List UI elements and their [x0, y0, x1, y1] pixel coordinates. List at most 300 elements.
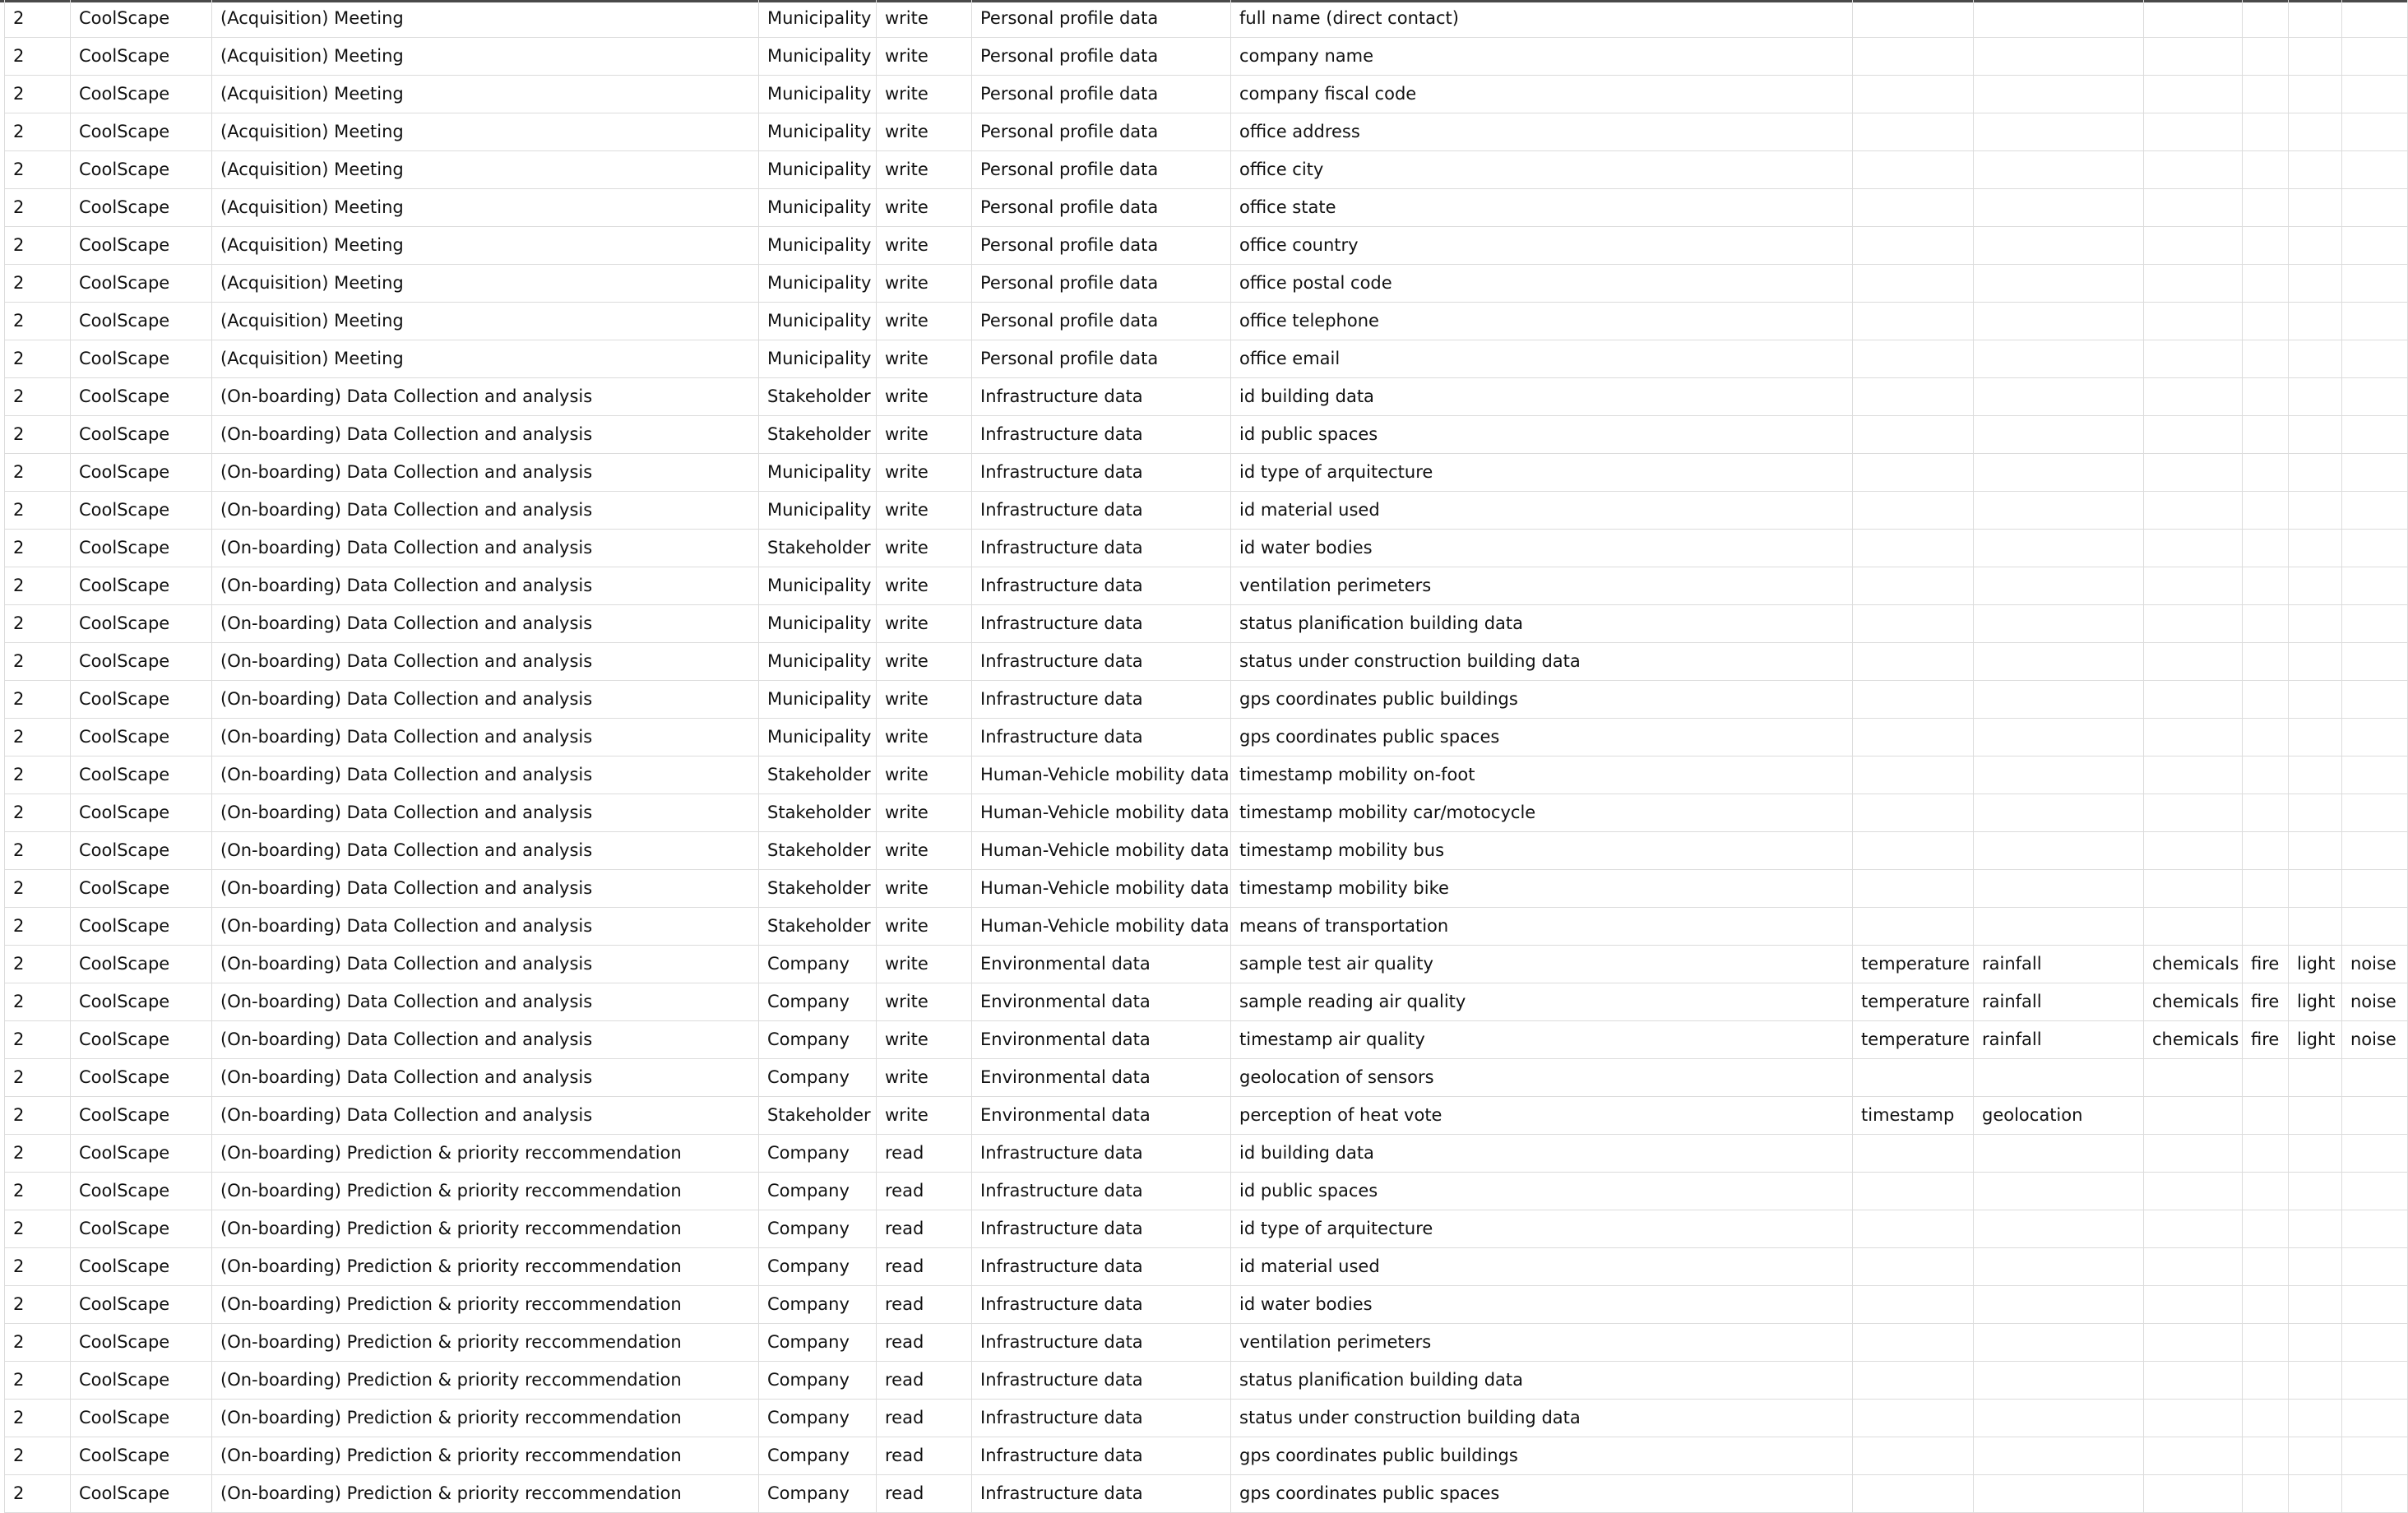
cell-role[interactable]: Municipality: [759, 113, 877, 151]
cell-role[interactable]: Municipality: [759, 567, 877, 605]
cell-phase[interactable]: (On-boarding) Data Collection and analysis: [212, 794, 759, 832]
cell-data-field[interactable]: office telephone: [1231, 303, 1853, 340]
cell-role[interactable]: Company: [759, 1210, 877, 1248]
cell-phase[interactable]: (On-boarding) Prediction & priority reccommendation: [212, 1210, 759, 1248]
cell-attr-2[interactable]: [1974, 1400, 2144, 1437]
cell-project[interactable]: CoolScape: [71, 0, 212, 38]
cell-project[interactable]: CoolScape: [71, 870, 212, 908]
cell-attr-5[interactable]: [2289, 794, 2342, 832]
cell-data-field[interactable]: office state: [1231, 189, 1853, 227]
cell-id[interactable]: 2: [5, 1362, 71, 1400]
cell-attr-6[interactable]: [2342, 567, 2408, 605]
cell-phase[interactable]: (On-boarding) Prediction & priority reccommendation: [212, 1324, 759, 1362]
cell-role[interactable]: Municipality: [759, 454, 877, 492]
cell-data-field[interactable]: office country: [1231, 227, 1853, 265]
cell-attr-2[interactable]: [1974, 1437, 2144, 1475]
cell-project[interactable]: CoolScape: [71, 1059, 212, 1097]
cell-project[interactable]: CoolScape: [71, 681, 212, 719]
cell-phase[interactable]: (On-boarding) Data Collection and analysis: [212, 605, 759, 643]
cell-attr-4[interactable]: [2243, 303, 2289, 340]
cell-role[interactable]: Stakeholder: [759, 416, 877, 454]
cell-access[interactable]: write: [877, 1021, 972, 1059]
cell-id[interactable]: 2: [5, 227, 71, 265]
cell-attr-3[interactable]: chemicals: [2144, 946, 2243, 983]
cell-attr-2[interactable]: [1974, 567, 2144, 605]
cell-attr-5[interactable]: [2289, 76, 2342, 113]
cell-id[interactable]: 2: [5, 643, 71, 681]
cell-attr-1[interactable]: [1853, 1475, 1974, 1513]
cell-data-field[interactable]: company fiscal code: [1231, 76, 1853, 113]
cell-id[interactable]: 2: [5, 605, 71, 643]
cell-attr-2[interactable]: geolocation: [1974, 1097, 2144, 1135]
cell-attr-5[interactable]: [2289, 1362, 2342, 1400]
cell-data-field[interactable]: gps coordinates public buildings: [1231, 1437, 1853, 1475]
cell-project[interactable]: CoolScape: [71, 340, 212, 378]
cell-attr-4[interactable]: [2243, 567, 2289, 605]
cell-attr-3[interactable]: [2144, 1097, 2243, 1135]
cell-access[interactable]: write: [877, 492, 972, 530]
cell-access[interactable]: write: [877, 983, 972, 1021]
cell-attr-4[interactable]: [2243, 681, 2289, 719]
cell-data-field[interactable]: id type of arquitecture: [1231, 454, 1853, 492]
cell-attr-2[interactable]: [1974, 1324, 2144, 1362]
cell-id[interactable]: 2: [5, 492, 71, 530]
cell-role[interactable]: Company: [759, 1135, 877, 1173]
cell-id[interactable]: 2: [5, 1097, 71, 1135]
cell-attr-3[interactable]: [2144, 113, 2243, 151]
cell-attr-5[interactable]: [2289, 113, 2342, 151]
cell-attr-6[interactable]: noise: [2342, 946, 2408, 983]
cell-attr-1[interactable]: temperature: [1853, 983, 1974, 1021]
cell-attr-3[interactable]: [2144, 719, 2243, 756]
cell-id[interactable]: 2: [5, 832, 71, 870]
cell-attr-3[interactable]: [2144, 1324, 2243, 1362]
cell-phase[interactable]: (On-boarding) Prediction & priority reccommendation: [212, 1135, 759, 1173]
cell-attr-2[interactable]: [1974, 1475, 2144, 1513]
cell-attr-1[interactable]: [1853, 567, 1974, 605]
cell-project[interactable]: CoolScape: [71, 1324, 212, 1362]
cell-data-category[interactable]: Infrastructure data: [972, 643, 1231, 681]
cell-data-category[interactable]: Personal profile data: [972, 76, 1231, 113]
cell-project[interactable]: CoolScape: [71, 983, 212, 1021]
cell-attr-3[interactable]: [2144, 227, 2243, 265]
cell-access[interactable]: write: [877, 0, 972, 38]
cell-role[interactable]: Municipality: [759, 492, 877, 530]
cell-attr-6[interactable]: [2342, 794, 2408, 832]
cell-project[interactable]: CoolScape: [71, 643, 212, 681]
cell-attr-3[interactable]: [2144, 416, 2243, 454]
cell-attr-5[interactable]: [2289, 681, 2342, 719]
cell-attr-5[interactable]: [2289, 0, 2342, 38]
cell-attr-3[interactable]: [2144, 908, 2243, 946]
cell-attr-1[interactable]: [1853, 492, 1974, 530]
cell-id[interactable]: 2: [5, 151, 71, 189]
cell-attr-5[interactable]: [2289, 756, 2342, 794]
cell-phase[interactable]: (On-boarding) Data Collection and analysis: [212, 1059, 759, 1097]
cell-attr-1[interactable]: [1853, 1135, 1974, 1173]
cell-attr-2[interactable]: [1974, 38, 2144, 76]
cell-data-category[interactable]: Personal profile data: [972, 265, 1231, 303]
cell-id[interactable]: 2: [5, 113, 71, 151]
cell-id[interactable]: 2: [5, 340, 71, 378]
cell-data-category[interactable]: Human-Vehicle mobility data: [972, 794, 1231, 832]
cell-attr-3[interactable]: [2144, 530, 2243, 567]
cell-data-field[interactable]: ventilation perimeters: [1231, 1324, 1853, 1362]
cell-phase[interactable]: (Acquisition) Meeting: [212, 265, 759, 303]
cell-phase[interactable]: (Acquisition) Meeting: [212, 38, 759, 76]
cell-data-field[interactable]: office address: [1231, 113, 1853, 151]
cell-role[interactable]: Company: [759, 1248, 877, 1286]
cell-attr-6[interactable]: [2342, 492, 2408, 530]
cell-attr-6[interactable]: [2342, 1173, 2408, 1210]
cell-access[interactable]: write: [877, 605, 972, 643]
cell-attr-5[interactable]: [2289, 1248, 2342, 1286]
cell-data-category[interactable]: Personal profile data: [972, 303, 1231, 340]
cell-role[interactable]: Company: [759, 983, 877, 1021]
cell-phase[interactable]: (On-boarding) Data Collection and analysis: [212, 756, 759, 794]
cell-role[interactable]: Municipality: [759, 0, 877, 38]
cell-data-field[interactable]: status planification building data: [1231, 1362, 1853, 1400]
cell-project[interactable]: CoolScape: [71, 303, 212, 340]
cell-access[interactable]: write: [877, 530, 972, 567]
cell-attr-3[interactable]: [2144, 454, 2243, 492]
cell-phase[interactable]: (Acquisition) Meeting: [212, 189, 759, 227]
cell-access[interactable]: write: [877, 870, 972, 908]
cell-attr-2[interactable]: [1974, 1248, 2144, 1286]
cell-attr-6[interactable]: [2342, 1475, 2408, 1513]
cell-attr-1[interactable]: temperature: [1853, 1021, 1974, 1059]
cell-attr-6[interactable]: [2342, 870, 2408, 908]
cell-attr-4[interactable]: [2243, 492, 2289, 530]
cell-role[interactable]: Municipality: [759, 719, 877, 756]
cell-project[interactable]: CoolScape: [71, 38, 212, 76]
cell-attr-5[interactable]: light: [2289, 946, 2342, 983]
cell-attr-3[interactable]: [2144, 605, 2243, 643]
cell-data-field[interactable]: status under construction building data: [1231, 1400, 1853, 1437]
cell-access[interactable]: write: [877, 1059, 972, 1097]
cell-attr-1[interactable]: [1853, 454, 1974, 492]
cell-role[interactable]: Company: [759, 1286, 877, 1324]
cell-id[interactable]: 2: [5, 530, 71, 567]
cell-access[interactable]: read: [877, 1210, 972, 1248]
cell-phase[interactable]: (On-boarding) Data Collection and analysis: [212, 567, 759, 605]
cell-attr-2[interactable]: [1974, 719, 2144, 756]
cell-attr-2[interactable]: [1974, 1210, 2144, 1248]
cell-attr-5[interactable]: [2289, 303, 2342, 340]
cell-phase[interactable]: (On-boarding) Prediction & priority reccommendation: [212, 1286, 759, 1324]
cell-attr-1[interactable]: [1853, 189, 1974, 227]
cell-data-field[interactable]: gps coordinates public spaces: [1231, 1475, 1853, 1513]
cell-data-field[interactable]: id public spaces: [1231, 416, 1853, 454]
cell-attr-5[interactable]: [2289, 1097, 2342, 1135]
cell-attr-4[interactable]: fire: [2243, 1021, 2289, 1059]
cell-id[interactable]: 2: [5, 681, 71, 719]
cell-access[interactable]: write: [877, 1097, 972, 1135]
cell-role[interactable]: Stakeholder: [759, 530, 877, 567]
cell-project[interactable]: CoolScape: [71, 1210, 212, 1248]
cell-attr-1[interactable]: [1853, 1286, 1974, 1324]
cell-data-category[interactable]: Infrastructure data: [972, 1173, 1231, 1210]
cell-attr-4[interactable]: [2243, 340, 2289, 378]
cell-data-category[interactable]: Environmental data: [972, 983, 1231, 1021]
cell-attr-1[interactable]: [1853, 1173, 1974, 1210]
cell-data-field[interactable]: id water bodies: [1231, 530, 1853, 567]
cell-access[interactable]: read: [877, 1135, 972, 1173]
cell-attr-6[interactable]: [2342, 151, 2408, 189]
cell-attr-2[interactable]: [1974, 227, 2144, 265]
cell-phase[interactable]: (On-boarding) Prediction & priority reccommendation: [212, 1173, 759, 1210]
cell-attr-6[interactable]: [2342, 756, 2408, 794]
cell-id[interactable]: 2: [5, 946, 71, 983]
cell-id[interactable]: 2: [5, 416, 71, 454]
cell-project[interactable]: CoolScape: [71, 378, 212, 416]
cell-attr-2[interactable]: rainfall: [1974, 983, 2144, 1021]
cell-attr-5[interactable]: [2289, 454, 2342, 492]
cell-attr-6[interactable]: [2342, 76, 2408, 113]
cell-role[interactable]: Company: [759, 1437, 877, 1475]
cell-attr-5[interactable]: [2289, 1173, 2342, 1210]
cell-attr-1[interactable]: [1853, 303, 1974, 340]
cell-project[interactable]: CoolScape: [71, 416, 212, 454]
cell-attr-5[interactable]: [2289, 492, 2342, 530]
cell-attr-4[interactable]: [2243, 1059, 2289, 1097]
cell-project[interactable]: CoolScape: [71, 189, 212, 227]
cell-attr-1[interactable]: [1853, 113, 1974, 151]
cell-data-field[interactable]: status planification building data: [1231, 605, 1853, 643]
cell-role[interactable]: Municipality: [759, 605, 877, 643]
cell-attr-4[interactable]: [2243, 1400, 2289, 1437]
cell-attr-4[interactable]: [2243, 719, 2289, 756]
cell-attr-1[interactable]: [1853, 416, 1974, 454]
cell-attr-3[interactable]: [2144, 870, 2243, 908]
cell-data-field[interactable]: timestamp air quality: [1231, 1021, 1853, 1059]
cell-attr-5[interactable]: [2289, 908, 2342, 946]
cell-phase[interactable]: (On-boarding) Prediction & priority reccommendation: [212, 1400, 759, 1437]
cell-phase[interactable]: (On-boarding) Prediction & priority reccommendation: [212, 1475, 759, 1513]
cell-attr-4[interactable]: [2243, 378, 2289, 416]
cell-data-category[interactable]: Personal profile data: [972, 113, 1231, 151]
cell-phase[interactable]: (Acquisition) Meeting: [212, 227, 759, 265]
cell-id[interactable]: 2: [5, 1324, 71, 1362]
cell-attr-2[interactable]: [1974, 832, 2144, 870]
cell-role[interactable]: Company: [759, 1475, 877, 1513]
cell-data-category[interactable]: Infrastructure data: [972, 416, 1231, 454]
cell-access[interactable]: write: [877, 946, 972, 983]
cell-phase[interactable]: (On-boarding) Prediction & priority reccommendation: [212, 1248, 759, 1286]
cell-attr-2[interactable]: rainfall: [1974, 946, 2144, 983]
cell-phase[interactable]: (Acquisition) Meeting: [212, 151, 759, 189]
cell-project[interactable]: CoolScape: [71, 908, 212, 946]
cell-project[interactable]: CoolScape: [71, 794, 212, 832]
cell-access[interactable]: write: [877, 567, 972, 605]
cell-data-category[interactable]: Infrastructure data: [972, 1135, 1231, 1173]
cell-attr-1[interactable]: [1853, 643, 1974, 681]
cell-attr-4[interactable]: [2243, 454, 2289, 492]
cell-attr-4[interactable]: [2243, 1135, 2289, 1173]
cell-role[interactable]: Stakeholder: [759, 756, 877, 794]
cell-role[interactable]: Stakeholder: [759, 794, 877, 832]
cell-attr-5[interactable]: [2289, 227, 2342, 265]
cell-attr-4[interactable]: [2243, 151, 2289, 189]
cell-data-category[interactable]: Infrastructure data: [972, 454, 1231, 492]
cell-phase[interactable]: (On-boarding) Data Collection and analysis: [212, 1097, 759, 1135]
cell-access[interactable]: write: [877, 832, 972, 870]
cell-attr-5[interactable]: [2289, 1059, 2342, 1097]
cell-phase[interactable]: (On-boarding) Data Collection and analysis: [212, 946, 759, 983]
cell-data-field[interactable]: full name (direct contact): [1231, 0, 1853, 38]
cell-id[interactable]: 2: [5, 1475, 71, 1513]
cell-id[interactable]: 2: [5, 38, 71, 76]
cell-attr-1[interactable]: [1853, 870, 1974, 908]
cell-attr-6[interactable]: [2342, 832, 2408, 870]
cell-attr-5[interactable]: [2289, 1437, 2342, 1475]
cell-data-category[interactable]: Infrastructure data: [972, 1400, 1231, 1437]
cell-attr-4[interactable]: [2243, 265, 2289, 303]
cell-attr-5[interactable]: [2289, 643, 2342, 681]
cell-id[interactable]: 2: [5, 303, 71, 340]
cell-attr-3[interactable]: [2144, 1059, 2243, 1097]
cell-access[interactable]: write: [877, 643, 972, 681]
cell-attr-3[interactable]: [2144, 567, 2243, 605]
cell-data-category[interactable]: Human-Vehicle mobility data: [972, 870, 1231, 908]
cell-attr-6[interactable]: [2342, 340, 2408, 378]
cell-data-field[interactable]: id material used: [1231, 1248, 1853, 1286]
cell-data-field[interactable]: company name: [1231, 38, 1853, 76]
cell-attr-2[interactable]: [1974, 643, 2144, 681]
cell-data-category[interactable]: Infrastructure data: [972, 1248, 1231, 1286]
cell-data-field[interactable]: perception of heat vote: [1231, 1097, 1853, 1135]
cell-project[interactable]: CoolScape: [71, 76, 212, 113]
cell-project[interactable]: CoolScape: [71, 1173, 212, 1210]
cell-data-category[interactable]: Personal profile data: [972, 0, 1231, 38]
cell-project[interactable]: CoolScape: [71, 265, 212, 303]
cell-role[interactable]: Stakeholder: [759, 908, 877, 946]
cell-attr-3[interactable]: [2144, 681, 2243, 719]
cell-attr-6[interactable]: [2342, 189, 2408, 227]
cell-attr-3[interactable]: [2144, 1135, 2243, 1173]
cell-attr-5[interactable]: light: [2289, 983, 2342, 1021]
cell-project[interactable]: CoolScape: [71, 1135, 212, 1173]
cell-attr-3[interactable]: [2144, 303, 2243, 340]
cell-project[interactable]: CoolScape: [71, 113, 212, 151]
cell-attr-3[interactable]: [2144, 1437, 2243, 1475]
cell-attr-3[interactable]: [2144, 1286, 2243, 1324]
cell-data-category[interactable]: Environmental data: [972, 1097, 1231, 1135]
cell-project[interactable]: CoolScape: [71, 1097, 212, 1135]
cell-project[interactable]: CoolScape: [71, 946, 212, 983]
cell-attr-2[interactable]: [1974, 454, 2144, 492]
cell-role[interactable]: Municipality: [759, 189, 877, 227]
cell-project[interactable]: CoolScape: [71, 151, 212, 189]
cell-attr-4[interactable]: [2243, 832, 2289, 870]
cell-role[interactable]: Municipality: [759, 151, 877, 189]
cell-phase[interactable]: (On-boarding) Data Collection and analysis: [212, 643, 759, 681]
cell-attr-1[interactable]: [1853, 681, 1974, 719]
cell-access[interactable]: read: [877, 1173, 972, 1210]
cell-attr-6[interactable]: [2342, 1135, 2408, 1173]
cell-id[interactable]: 2: [5, 870, 71, 908]
cell-role[interactable]: Municipality: [759, 227, 877, 265]
cell-attr-3[interactable]: [2144, 1210, 2243, 1248]
cell-role[interactable]: Company: [759, 1059, 877, 1097]
cell-attr-6[interactable]: [2342, 1437, 2408, 1475]
cell-attr-2[interactable]: rainfall: [1974, 1021, 2144, 1059]
cell-data-field[interactable]: gps coordinates public spaces: [1231, 719, 1853, 756]
cell-access[interactable]: write: [877, 681, 972, 719]
cell-id[interactable]: 2: [5, 76, 71, 113]
cell-id[interactable]: 2: [5, 378, 71, 416]
cell-data-category[interactable]: Infrastructure data: [972, 1324, 1231, 1362]
cell-access[interactable]: write: [877, 303, 972, 340]
cell-attr-1[interactable]: [1853, 1059, 1974, 1097]
cell-attr-4[interactable]: [2243, 1362, 2289, 1400]
cell-data-field[interactable]: id material used: [1231, 492, 1853, 530]
cell-data-category[interactable]: Infrastructure data: [972, 681, 1231, 719]
cell-access[interactable]: read: [877, 1400, 972, 1437]
cell-project[interactable]: CoolScape: [71, 1286, 212, 1324]
cell-attr-5[interactable]: [2289, 1286, 2342, 1324]
cell-attr-6[interactable]: [2342, 605, 2408, 643]
cell-attr-3[interactable]: [2144, 492, 2243, 530]
cell-phase[interactable]: (On-boarding) Data Collection and analysis: [212, 1021, 759, 1059]
cell-attr-6[interactable]: [2342, 113, 2408, 151]
cell-attr-1[interactable]: [1853, 1210, 1974, 1248]
cell-id[interactable]: 2: [5, 1173, 71, 1210]
cell-attr-5[interactable]: [2289, 1324, 2342, 1362]
cell-access[interactable]: write: [877, 151, 972, 189]
cell-phase[interactable]: (Acquisition) Meeting: [212, 340, 759, 378]
cell-data-category[interactable]: Infrastructure data: [972, 567, 1231, 605]
cell-attr-1[interactable]: [1853, 378, 1974, 416]
cell-attr-6[interactable]: [2342, 530, 2408, 567]
cell-phase[interactable]: (On-boarding) Data Collection and analysis: [212, 983, 759, 1021]
cell-attr-2[interactable]: [1974, 416, 2144, 454]
cell-access[interactable]: read: [877, 1286, 972, 1324]
cell-attr-2[interactable]: [1974, 151, 2144, 189]
cell-phase[interactable]: (Acquisition) Meeting: [212, 113, 759, 151]
cell-data-category[interactable]: Personal profile data: [972, 227, 1231, 265]
cell-attr-3[interactable]: [2144, 38, 2243, 76]
cell-id[interactable]: 2: [5, 1286, 71, 1324]
cell-role[interactable]: Municipality: [759, 340, 877, 378]
cell-attr-4[interactable]: [2243, 1248, 2289, 1286]
cell-id[interactable]: 2: [5, 0, 71, 38]
cell-access[interactable]: write: [877, 227, 972, 265]
cell-data-field[interactable]: office email: [1231, 340, 1853, 378]
cell-phase[interactable]: (On-boarding) Data Collection and analysis: [212, 681, 759, 719]
cell-data-category[interactable]: Personal profile data: [972, 38, 1231, 76]
cell-project[interactable]: CoolScape: [71, 1362, 212, 1400]
cell-attr-3[interactable]: [2144, 151, 2243, 189]
cell-id[interactable]: 2: [5, 756, 71, 794]
cell-attr-6[interactable]: [2342, 38, 2408, 76]
cell-attr-1[interactable]: [1853, 605, 1974, 643]
cell-phase[interactable]: (On-boarding) Prediction & priority reccommendation: [212, 1437, 759, 1475]
cell-data-category[interactable]: Environmental data: [972, 1059, 1231, 1097]
cell-attr-3[interactable]: [2144, 76, 2243, 113]
cell-attr-6[interactable]: [2342, 0, 2408, 38]
cell-attr-5[interactable]: [2289, 1210, 2342, 1248]
cell-attr-2[interactable]: [1974, 870, 2144, 908]
cell-attr-1[interactable]: [1853, 227, 1974, 265]
cell-project[interactable]: CoolScape: [71, 492, 212, 530]
cell-phase[interactable]: (On-boarding) Data Collection and analysis: [212, 454, 759, 492]
cell-attr-2[interactable]: [1974, 492, 2144, 530]
cell-attr-6[interactable]: [2342, 1324, 2408, 1362]
cell-project[interactable]: CoolScape: [71, 1248, 212, 1286]
cell-attr-3[interactable]: [2144, 756, 2243, 794]
cell-project[interactable]: CoolScape: [71, 1475, 212, 1513]
